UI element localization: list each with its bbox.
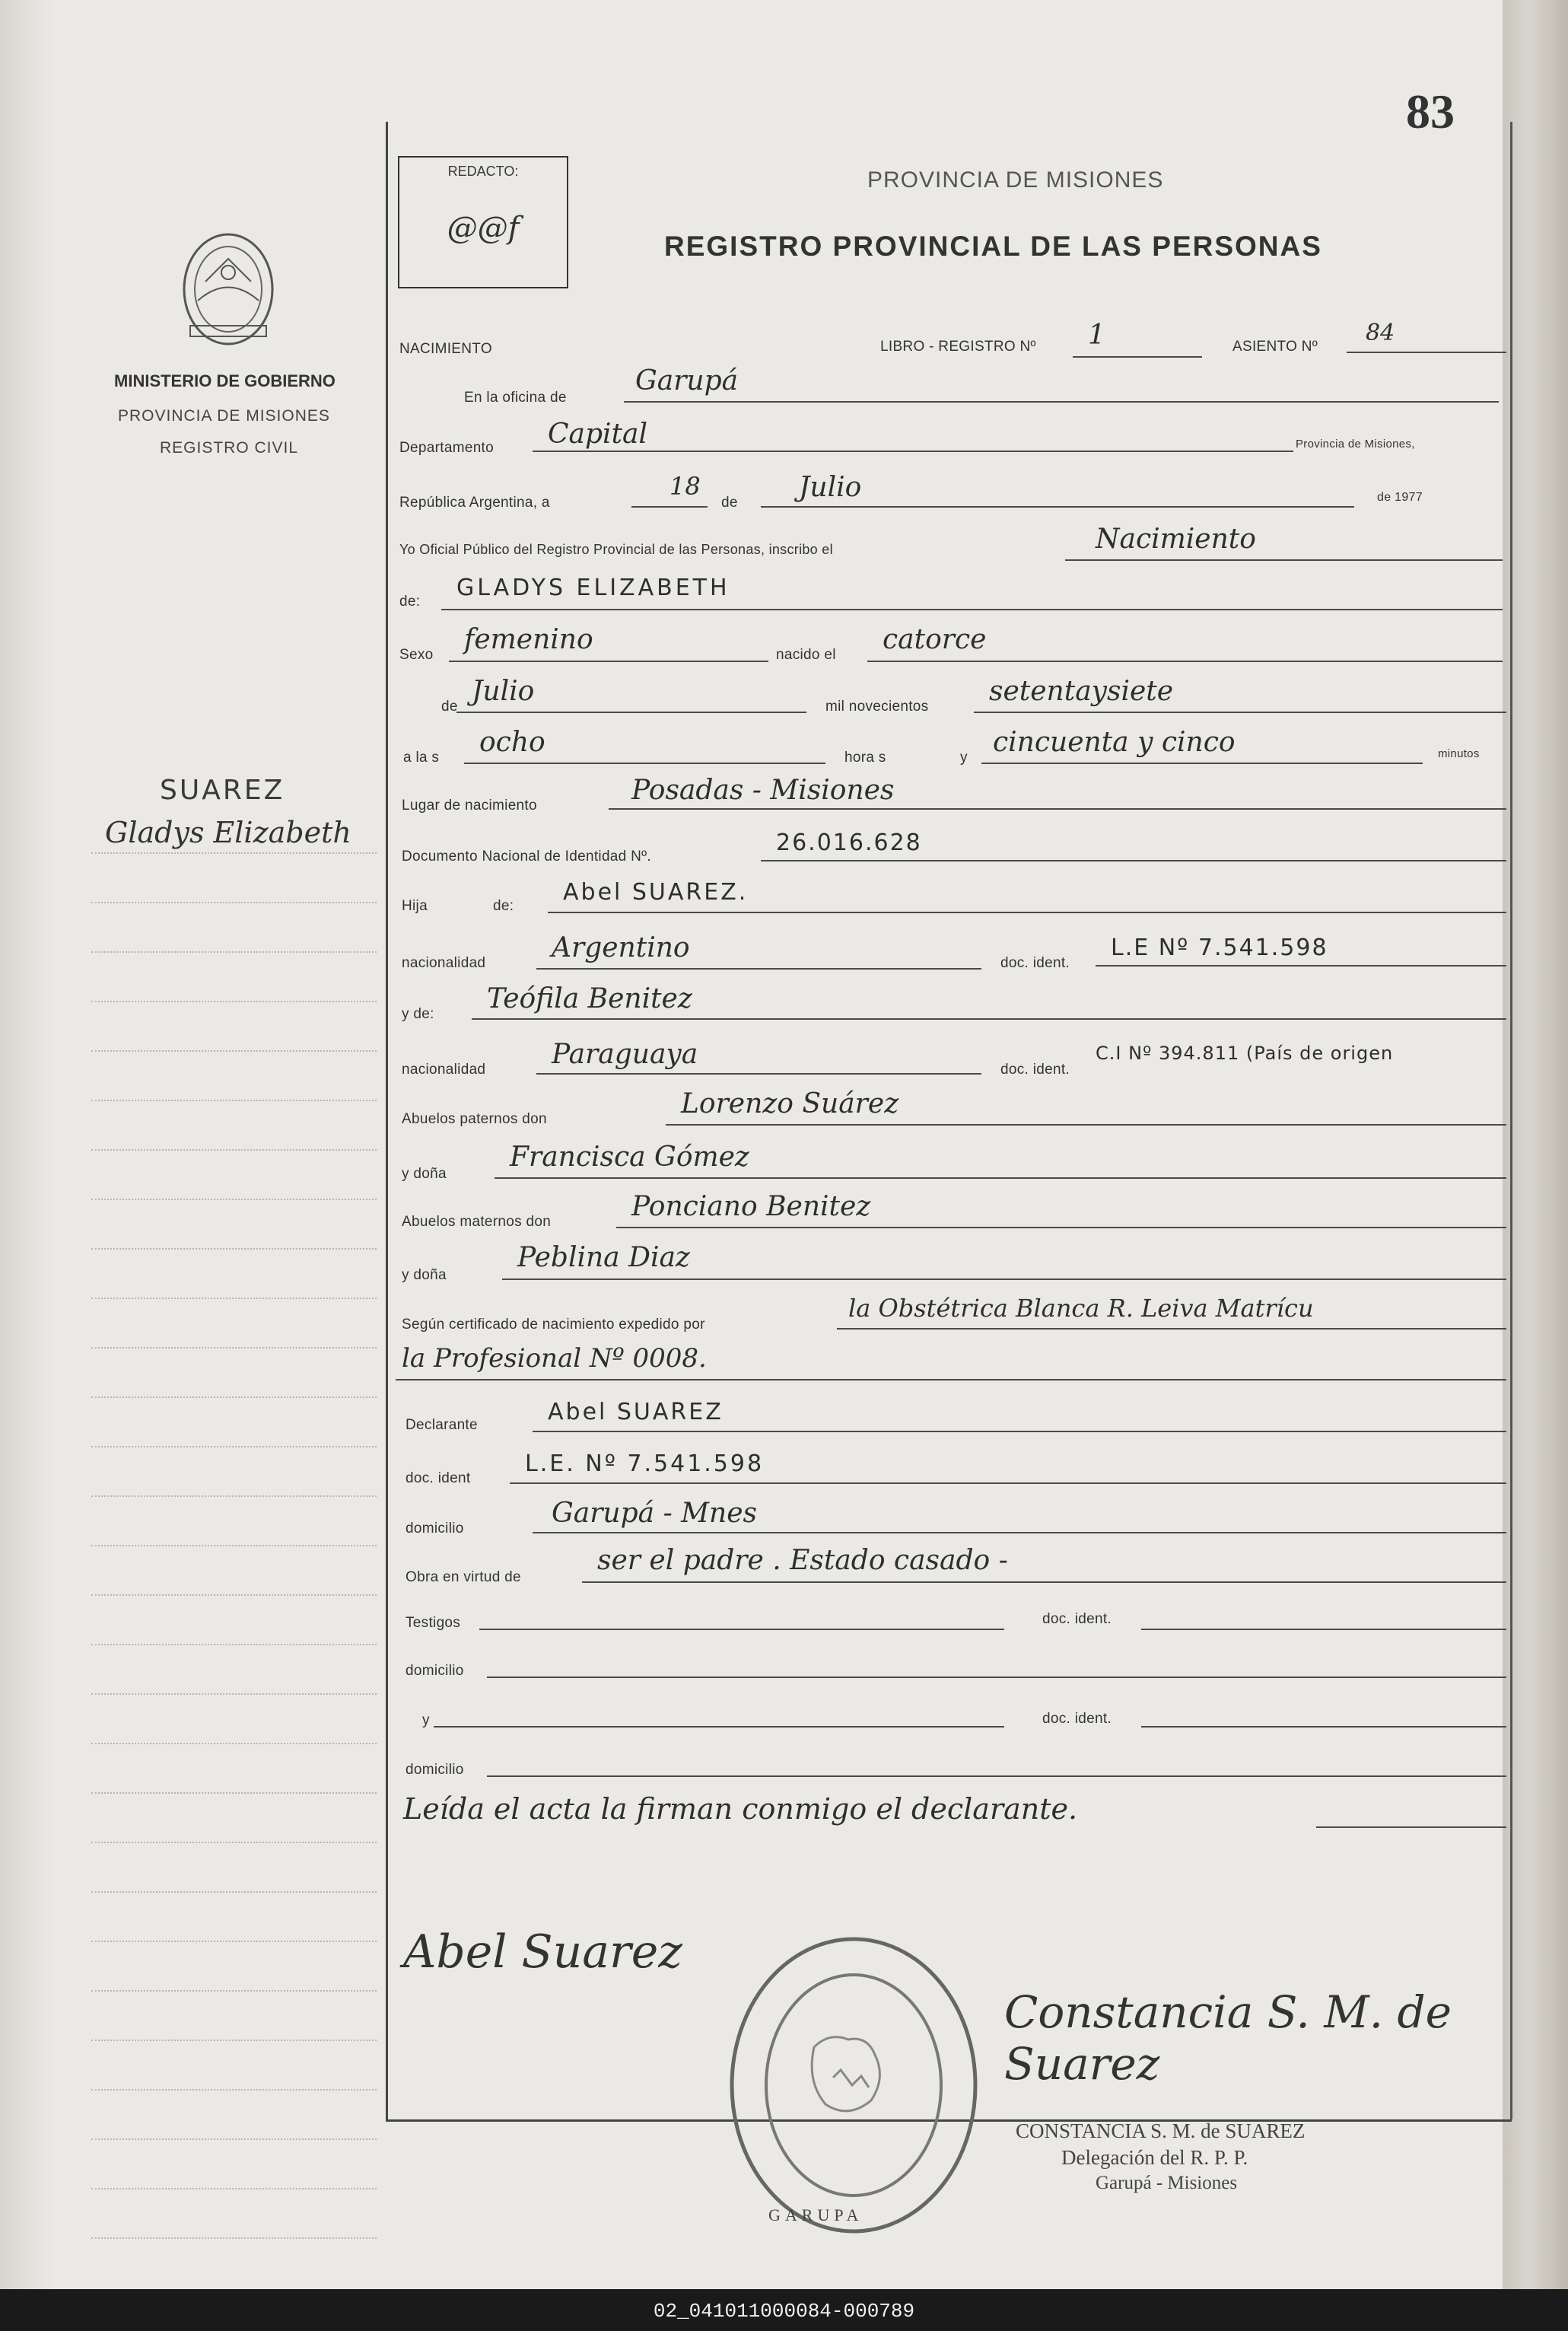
departamento-value: Capital bbox=[548, 419, 648, 450]
margin-rule-line bbox=[91, 1792, 377, 1794]
abuela-pat-value: Francisca Gómez bbox=[510, 1142, 749, 1173]
domicilio-label: domicilio bbox=[406, 1521, 464, 1536]
ministry-office: REGISTRO CIVIL bbox=[160, 439, 299, 457]
margin-rule-line bbox=[91, 1199, 377, 1200]
redacto-label: REDACTO: bbox=[447, 164, 519, 179]
margin-rule-line bbox=[91, 2237, 377, 2239]
declarante-doc-value: L.E. Nº 7.541.598 bbox=[525, 1451, 765, 1477]
minutos-value: cincuenta y cinco bbox=[993, 727, 1236, 758]
fecha-dia: 18 bbox=[670, 472, 701, 501]
dona-pat-label: y doña bbox=[402, 1166, 447, 1182]
yde-label: y de: bbox=[402, 1006, 434, 1022]
sexo-value: femenino bbox=[464, 624, 593, 655]
lugar-label: Lugar de nacimiento bbox=[402, 798, 537, 814]
abuelos-mat-label: Abuelos maternos don bbox=[402, 1214, 552, 1230]
oficial-name: CONSTANCIA S. M. de SUAREZ bbox=[1016, 2119, 1306, 2142]
abuela-mat-value: Peblina Diaz bbox=[517, 1242, 690, 1273]
margin-rule-line bbox=[91, 1446, 377, 1447]
declarante-label: Declarante bbox=[406, 1417, 478, 1433]
scan-footer-id: 02_041011000084-000789 bbox=[653, 2300, 915, 2323]
margin-rule-line bbox=[91, 1743, 377, 1744]
docident-label: doc. ident bbox=[406, 1470, 471, 1486]
testigos-label: Testigos bbox=[406, 1615, 461, 1631]
margin-rule-line bbox=[91, 1594, 377, 1596]
madre-nac-label: nacionalidad bbox=[402, 1062, 486, 1078]
fecha-mes: Julio bbox=[799, 472, 862, 503]
margin-rule-line bbox=[91, 2040, 377, 2041]
asiento-value: 84 bbox=[1366, 320, 1395, 346]
alas-label: a la s bbox=[403, 750, 440, 766]
abuelos-pat-label: Abuelos paternos don bbox=[402, 1111, 547, 1127]
stamp-city: GARUPA bbox=[768, 2205, 864, 2224]
margin-rule-line bbox=[91, 1495, 377, 1497]
fecha-de-label: de bbox=[721, 495, 738, 511]
cierre-value: Leída el acta la firman conmigo el declarante. bbox=[403, 1792, 1078, 1826]
madre-doc-label: doc. ident. bbox=[1000, 1062, 1070, 1078]
testigos-doc-label: doc. ident. bbox=[1042, 1611, 1112, 1627]
oficial-value: Nacimiento bbox=[1096, 524, 1256, 555]
margin-rule-line bbox=[91, 1149, 377, 1151]
dni-label: Documento Nacional de Identidad Nº. bbox=[402, 849, 651, 865]
dni-value: 26.016.628 bbox=[776, 830, 922, 856]
margin-rule-line bbox=[91, 852, 377, 854]
domicilio-value: Garupá - Mnes bbox=[552, 1498, 757, 1529]
registry-stamp-icon bbox=[727, 1933, 981, 2237]
fecha-prefix: República Argentina, a bbox=[399, 495, 550, 511]
oficial-place: Garupá - Misiones bbox=[1096, 2173, 1238, 2193]
libro-value: 1 bbox=[1088, 320, 1105, 351]
padre-value: Abel SUAREZ. bbox=[563, 879, 749, 906]
nacido-label: nacido el bbox=[776, 647, 836, 663]
provincial-seal-icon bbox=[175, 228, 281, 350]
record-type-label: NACIMIENTO bbox=[399, 341, 492, 357]
oficina-value: Garupá bbox=[635, 365, 739, 396]
provincia-suffix: Provincia de Misiones, bbox=[1296, 438, 1415, 451]
margin-rule-line bbox=[91, 1347, 377, 1349]
horas-label: hora s bbox=[844, 750, 886, 766]
margin-note-surname: SUAREZ bbox=[160, 775, 285, 806]
binding-shadow bbox=[0, 0, 53, 2291]
nacido-value: catorce bbox=[883, 624, 987, 655]
margin-rule-line bbox=[91, 1298, 377, 1299]
departamento-label: Departamento bbox=[399, 440, 495, 456]
margin-rule-line bbox=[91, 1644, 377, 1645]
madre-value: Teófila Benitez bbox=[487, 983, 692, 1014]
registry-title: REGISTRO PROVINCIAL DE LAS PERSONAS bbox=[664, 231, 1322, 262]
page-number: 83 bbox=[1406, 84, 1455, 139]
minutos-label: minutos bbox=[1438, 747, 1480, 760]
oficina-label: En la oficina de bbox=[464, 390, 567, 406]
margin-note-names: Gladys Elizabeth bbox=[105, 816, 351, 849]
padre-nac-label: nacionalidad bbox=[402, 955, 486, 971]
horas-value: ocho bbox=[479, 727, 545, 758]
padre-doc-value: L.E Nº 7.541.598 bbox=[1111, 935, 1328, 961]
redacto-initials: @@f bbox=[447, 211, 520, 246]
lugar-value: Posadas - Misiones bbox=[631, 775, 895, 806]
oficial-signature: Constancia S. M. de Suarez bbox=[1004, 1986, 1452, 2090]
fecha-anio-label: de 1977 bbox=[1377, 491, 1423, 504]
margin-rule-line bbox=[91, 1842, 377, 1843]
form-border-right bbox=[1510, 122, 1512, 2119]
mes-value: Julio bbox=[472, 676, 535, 707]
obra-value: ser el padre . Estado casado - bbox=[597, 1545, 1008, 1576]
testigos-domicilio-label: domicilio bbox=[406, 1663, 464, 1679]
testigo2-domicilio-label: domicilio bbox=[406, 1762, 464, 1778]
madre-doc-value: C.I Nº 394.811 (País de origen bbox=[1096, 1043, 1394, 1064]
certificado-value: la Obstétrica Blanca R. Leiva Matrícu bbox=[848, 1294, 1314, 1323]
y-label: y bbox=[960, 750, 968, 766]
margin-rule-line bbox=[91, 1001, 377, 1002]
de-label: de: bbox=[399, 594, 421, 610]
margin-rule-line bbox=[91, 951, 377, 953]
hijo-label: Hija bbox=[402, 898, 428, 914]
testigos-y-label: y bbox=[422, 1712, 430, 1728]
abuelo-pat-value: Lorenzo Suárez bbox=[681, 1088, 899, 1119]
oficial-text: Yo Oficial Público del Registro Provincial de las Personas, inscribo el bbox=[399, 542, 833, 557]
margin-rule-line bbox=[91, 1941, 377, 1942]
nombre-value: GLADYS ELIZABETH bbox=[456, 575, 730, 601]
redacto-box bbox=[398, 156, 568, 288]
certificado-value-2: la Profesional Nº 0008. bbox=[402, 1343, 707, 1374]
testigo2-doc-label: doc. ident. bbox=[1042, 1711, 1112, 1727]
margin-rule-line bbox=[91, 1693, 377, 1695]
margin-rule-line bbox=[91, 1050, 377, 1052]
margin-rule-line bbox=[91, 1248, 377, 1250]
dona-mat-label: y doña bbox=[402, 1267, 447, 1283]
margin-rule-line bbox=[91, 1396, 377, 1398]
declarante-signature: Abel Suarez bbox=[403, 1925, 682, 1979]
obra-label: Obra en virtud de bbox=[406, 1569, 521, 1585]
margin-rule-line bbox=[91, 1891, 377, 1893]
de2-label: de bbox=[441, 699, 458, 715]
province-title: PROVINCIA DE MISIONES bbox=[867, 167, 1164, 193]
hijo-de-label: de: bbox=[493, 898, 514, 914]
declarante-value: Abel SUAREZ bbox=[548, 1399, 724, 1425]
margin-rule-line bbox=[91, 2138, 377, 2140]
margin-rule-line bbox=[91, 2089, 377, 2091]
certificado-label: Según certificado de nacimiento expedido por bbox=[402, 1317, 705, 1333]
ministry-title: MINISTERIO DE GOBIERNO bbox=[114, 371, 336, 390]
padre-nac-value: Argentino bbox=[552, 932, 690, 963]
oficial-role: Delegación del R. P. P. bbox=[1061, 2146, 1248, 2169]
ministry-province: PROVINCIA DE MISIONES bbox=[118, 407, 330, 425]
padre-doc-label: doc. ident. bbox=[1000, 955, 1070, 971]
margin-rule-line bbox=[91, 1100, 377, 1101]
margin-rule-line bbox=[91, 902, 377, 903]
abuelo-mat-value: Ponciano Benitez bbox=[631, 1191, 871, 1222]
margin-rule-line bbox=[91, 1990, 377, 1992]
libro-label: LIBRO - REGISTRO Nº bbox=[880, 339, 1036, 355]
mil-label: mil novecientos bbox=[825, 699, 929, 715]
form-border-left bbox=[386, 122, 388, 2119]
asiento-label: ASIENTO Nº bbox=[1232, 339, 1318, 355]
anio-value: setentaysiete bbox=[989, 676, 1174, 707]
madre-nac-value: Paraguaya bbox=[552, 1039, 698, 1070]
margin-rule-line bbox=[91, 1545, 377, 1546]
margin-rule-line bbox=[91, 2188, 377, 2189]
sexo-label: Sexo bbox=[399, 647, 434, 663]
